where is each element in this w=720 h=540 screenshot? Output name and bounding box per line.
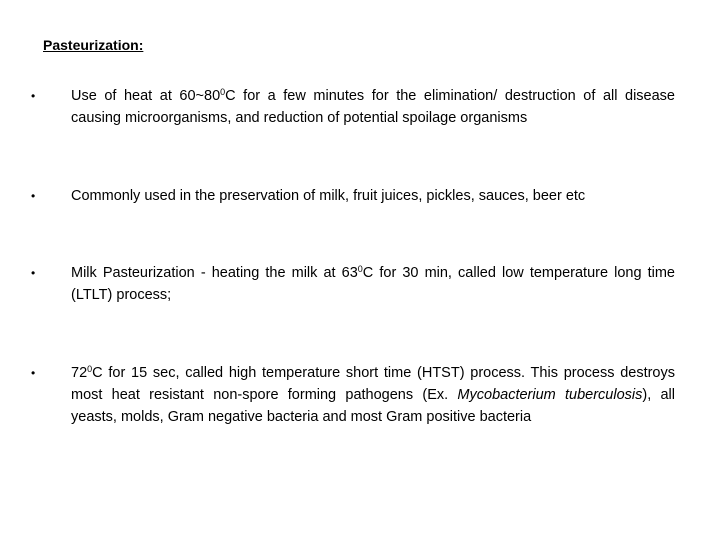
bullet-item-ltlt <box>31 262 675 306</box>
bullet-item-heat-use <box>31 85 675 129</box>
bullet-text <box>71 262 675 306</box>
text-run: ), all yeasts, molds, Gram negative bacteria and most Gram positive bacteria <box>71 387 675 425</box>
superscript-degree: 0 <box>220 87 226 97</box>
text-run: C for 15 sec, called high temperature short time (HTST) process. This process destroys most heat resistant non-spore forming pathogens (Ex. <box>71 365 675 403</box>
bullet-text <box>71 85 675 129</box>
superscript-degree: 0 <box>357 264 363 274</box>
species-name: Mycobacterium tuberculosis <box>457 387 643 403</box>
bullet-marker: • <box>31 266 36 280</box>
bullet-text <box>71 185 675 207</box>
slide-heading: Pasteurization: <box>43 37 144 53</box>
bullet-marker: • <box>31 189 36 203</box>
text-run: Commonly used in the preservation of milk, fruit juices, pickles, sauces, beer etc <box>71 188 586 204</box>
text-run: C for a few minutes for the elimination/ destruction of all disease causing microorganisms, and reduction of potential spoilage organisms <box>71 88 675 126</box>
text-run: C for 30 min, called low temperature long time (LTLT) process; <box>71 265 675 303</box>
bullet-marker: • <box>31 89 36 103</box>
bullet-item-common-uses <box>31 185 675 207</box>
bullet-item-htst <box>31 362 675 428</box>
text-run: Milk Pasteurization - heating the milk at 63 <box>71 265 358 281</box>
bullet-text <box>71 362 675 428</box>
text-run: 72 <box>71 365 88 381</box>
bullet-marker: • <box>31 366 36 380</box>
superscript-degree: 0 <box>87 364 93 374</box>
text-run: Use of heat at 60~80 <box>71 88 221 104</box>
